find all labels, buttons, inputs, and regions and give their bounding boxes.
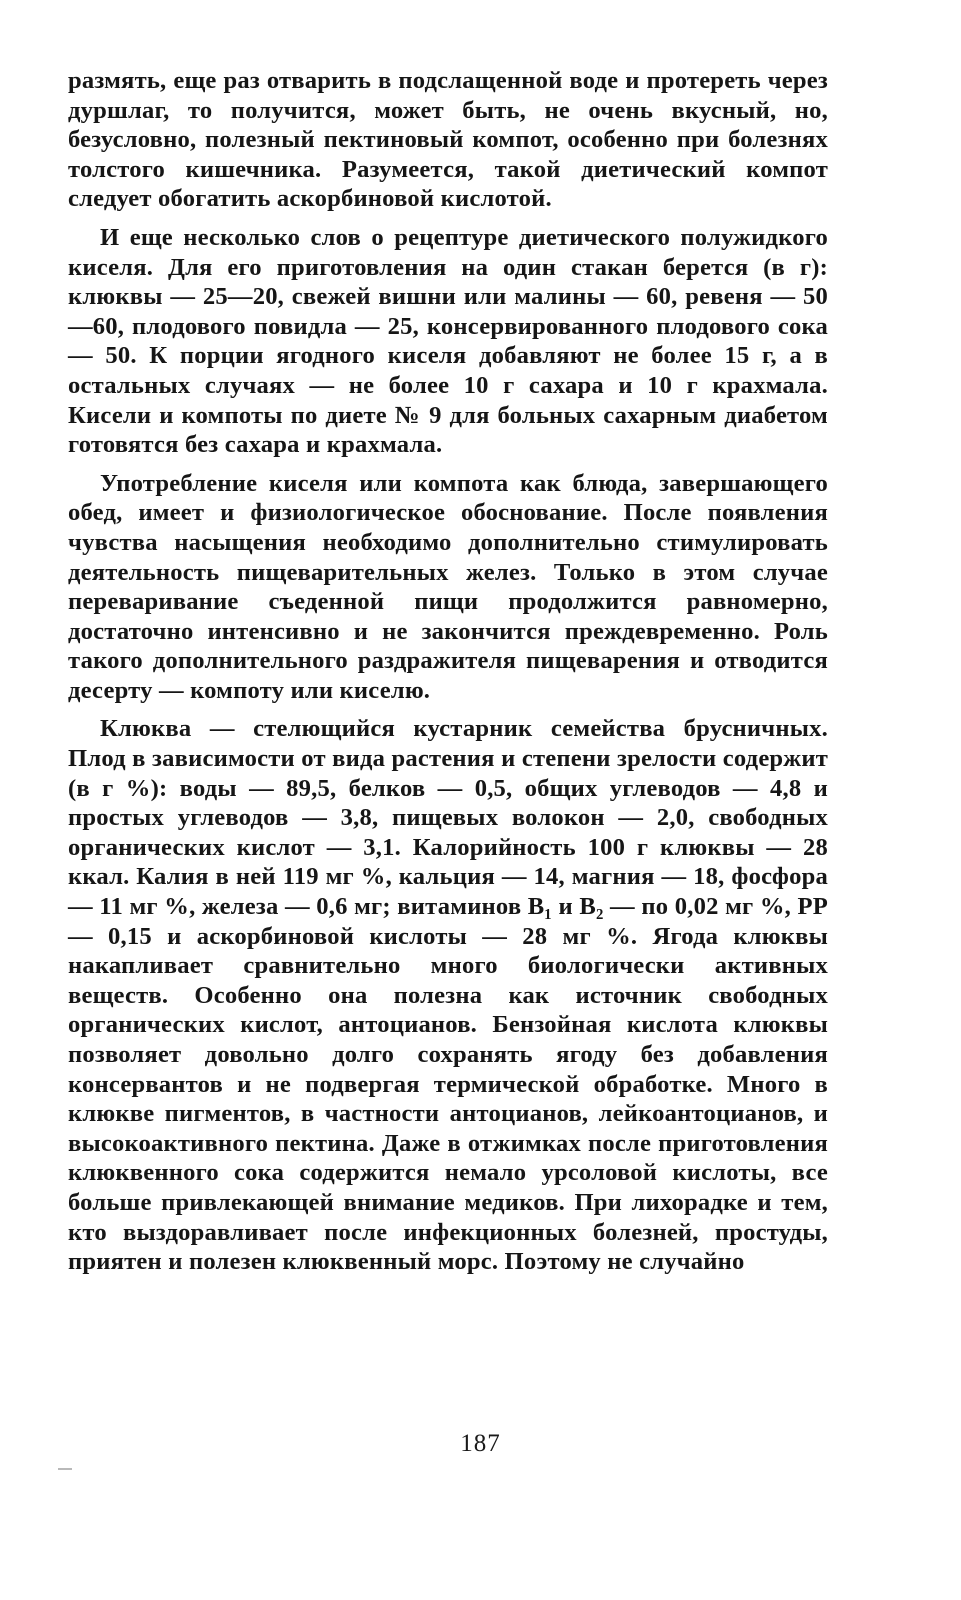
paragraph-2: [68, 223, 828, 460]
paragraph-text: Употребление киселя или компота как блюда, завершающего обед, имеет и физиологическое обоснование. После появления чувства насыщения необходимо дополнительно стимулировать деятельность пищеварительных желез. Только в этом случае переваривание съеденной пищи продолжится равномерно, достаточно интенсивно и не закончится преждевременно. Роль такого дополнительного раздражителя пищеварения и отводится десерту — компоту или киселю.: [68, 469, 828, 704]
paragraph-text: И еще несколько слов о рецептуре диетического полужидкого киселя. Для его приготовления на один стакан берется (в г): клюквы — 25—20, свежей вишни или малины — 60, ревеня — 50—60, плодового повидла — 25, консервированного плодового сока — 50. К порции ягодного киселя добавляют не более 15 г, а в остальных случаях — не более 10 г сахара и 10 г крахмала. Кисели и компоты по диете № 9 для больных сахарным диабетом готовятся без сахара и крахмала.: [68, 223, 828, 459]
paragraph-text: размять, еще раз отварить в подслащенной воде и протереть через дуршлаг, то получится, может быть, не очень вкусный, но, безусловно, полезный пектиновый компот, особенно при болезнях толстого кишечника. Разумеется, такой диетический компот следует обогатить аскорбиновой кислотой.: [68, 67, 828, 213]
body-text: [68, 66, 828, 1277]
term-heading: Клюква: [100, 715, 192, 743]
paragraph-1: [68, 66, 828, 214]
page-number: 187: [460, 1430, 501, 1457]
paragraph-3: [68, 469, 828, 706]
paragraph-4: [68, 714, 828, 1276]
scan-edge-mark: [58, 1468, 72, 1470]
paragraph-text: — стелющийся кустарник семейства брусничных. Плод в зависимости от вида растения и степени зрелости содержит (в г %): воды — 89,5, белков — 0,5, общих углеводов — 4,8 и простых углеводов — 3,8, пищевых волокон — 2,0, свободных органических кислот — 3,1. Калорийность 100 г клюквы — 28 ккал. Калия в ней 119 мг %, кальция — 14, магния — 18, фосфора — 11 мг %, железа — 0,6 мг; витаминов B₁ и B₂ — по 0,02 мг %, PP — 0,15 и аскорбиновой кислоты — 28 мг %. Ягода клюквы накапливает сравнительно много биологически активных веществ. Особенно она полезна как источник свободных органических кислот, антоцианов. Бензойная кислота клюквы позволяет довольно долго сохранять ягоду без добавления консервантов и не подвергая термической обработке. Много в клюкве пигментов, в частности антоцианов, лейкоантоцианов, и высокоактивного пектина. Даже в отжимках после приготовления клюквенного сока содержится немало урсоловой кислоты, все больше привлекающей внимание медиков. При лихорадке и тем, кто выздоравливает после инфекционных болезней, простуды, приятен и полезен клюквенный морс. Поэтому не случайно: [68, 715, 828, 1276]
